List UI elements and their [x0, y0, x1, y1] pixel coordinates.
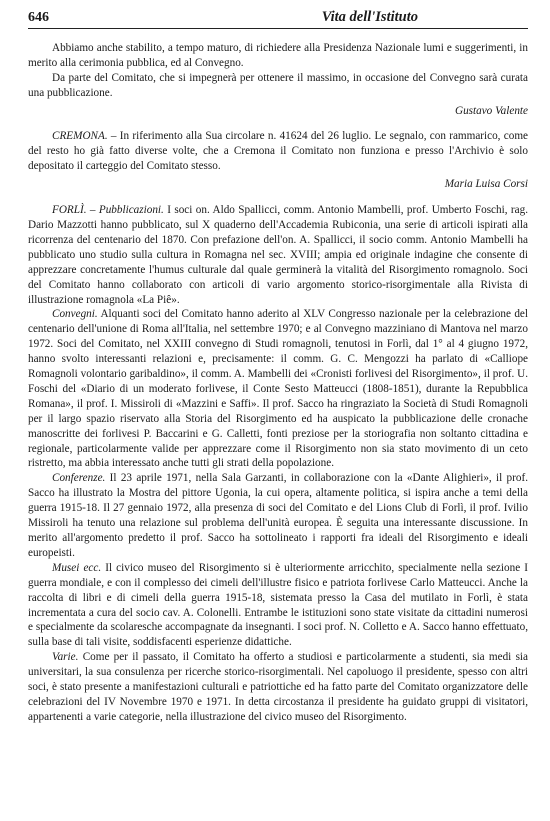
city-heading: FORLÌ. — [52, 204, 87, 217]
paragraph-text: Come per il passato, il Comitato ha offerto a studiosi e particolarmente a studenti, sia medi sia universitari, la sua consulenza per ricerche storico-risorgimentali. Nel capoluogo il presidente, spesso con altri soci, è stato presente a manifestazioni culturali e patriottiche ed ha fatto parte del Comitato organizzatore delle celebrazioni del IV Novembre 1970 e 1971. In detta circostanza il presidente ha guidato gruppi di visitatori, appartenenti a varie categorie, nella illustrazione del civico museo del Risorgimento. — [28, 651, 528, 723]
paragraph-text: Il 23 aprile 1971, nella Sala Garzanti, in collaborazione con la «Dante Alighieri», il prof. Sacco ha illustrato la Mostra del pittore Ugonia, la cui opera, altamente politica, si ispira anche a temi della guerra 1915-18. Il 27 gennaio 1972, alla presenza di soci del Comitato e del Lions Club di Forlì, il prof. Ivilio Missiroli ha tenuto una relazione sul problema dell'unità europea. È seguita una interessante discussione. In merito all'argomento predetto il prof. Sacco ha sottolineato i rapporti fra ideali del Risorgimento e ideali europeisti. — [28, 472, 528, 559]
document-page — [28, 10, 528, 725]
paragraph-convegni — [28, 307, 528, 471]
paragraph-cremona — [28, 129, 528, 174]
paragraph-text: Alquanti soci del Comitato hanno aderito al XLV Congresso nazionale per la celebrazione del centenario dell'unione di Roma all'Italia, nel settembre 1970; e al Convegno mazziniano di Mantova nel marzo 1972. Soci del Comitato, nel XXIII convegno di Studi romagnoli, tenutosi in Forlì, dal 1° al 4 giugno 1972, hanno svolto interessanti relazioni e, precisamente: il comm. G. C. Mengozzi ha parlato di «Calliope Romagnoli volontario garibaldino», il comm. A. Mambelli dei «Cronisti forlivesi del Risorgimento», il prof. U. Foschi del «Diario di un moderato forlivese, il Conte Sesto Matteucci (1808-1851), durante la Repubblica Romana», il prof. I. Missiroli di «Mazzini e Saffi». Il prof. Sacco ha ringraziato la Società di Studi Romagnoli per il largo spazio riservato alla Storia del Risorgimento ed ha auspicato la pubblicazione delle cronache manoscritte dei forlivesi P. Baccarini e G. Calletti, fonti preziose per la storiografia non soltanto cittadina e regionale, particolarmente valide per apprezzare come il Risorgimento non sia stato movimento di un ceto ristretto, ma abbia interessato anche tutti gli strati della popolazione. — [28, 308, 528, 470]
running-title: Vita dell'Istituto — [321, 9, 418, 25]
paragraph: Da parte del Comitato, che si impegnerà per ottenere il massimo, in occasione del Convegno sarà curata una pubblicazione. — [28, 71, 528, 99]
signature-corsi: Maria Luisa Corsi — [444, 178, 528, 191]
section-label: Varie. — [52, 651, 79, 664]
section-label: Convegni. — [52, 308, 98, 321]
page-number: 646 — [28, 10, 49, 25]
section-label: – Pubblicazioni. — [86, 204, 164, 217]
signature-valente: Gustavo Valente — [454, 104, 528, 117]
paragraph-conferenze — [28, 471, 528, 560]
paragraph-musei — [28, 561, 528, 650]
city-heading: CREMONA. — [52, 130, 108, 143]
paragraph-forli-pubblicazioni — [28, 203, 528, 307]
paragraph-text: I soci on. Aldo Spallicci, comm. Antonio Mambelli, prof. Umberto Foschi, rag. Dario Mazzotti hanno pubblicato, sul X quaderno dell'Accademia Rubiconia, una serie di articoli ispirati alla ricorrenza del centenario del 1870. Con prefazione dell'on. A. Spallicci, il socio comm. Antonio Mambelli ha pubblicato uno studio sulla cultura in Romagna nel sec. XVIII; ampia ed originale indagine che consente di apprezzare concretamente l'humus culturale dal quale germinerà la vitalità del Risorgimento romagnolo. Soci del Comitato hanno collaborato con articoli di vario argomento storico-risorgimentale alla Rivista di illustrazione romagnola «La Piê». — [28, 204, 528, 306]
page-header — [28, 10, 528, 29]
paragraph: Abbiamo anche stabilito, a tempo maturo, di richiedere alla Presidenza Nazionale lumi e suggerimenti, in merito alla cerimonia pubblica, ed al Convegno. — [28, 41, 528, 69]
section-label: Musei ecc. — [52, 561, 102, 574]
paragraph-text: – In riferimento alla Sua circolare n. 41624 del 26 luglio. Le segnalo, con rammarico, come del resto ho già fatto diverse volte, che a Cremona il Comitato non funziona e presso l'Archivio è solo depositato il carteggio del Comitato stesso. — [28, 130, 528, 173]
paragraph-text: Il civico museo del Risorgimento si è ulteriormente arricchito, specialmente nella sezione I guerra mondiale, e con il complesso dei cimeli dell'illustre fisico e patriota forlivese Carlo Matteucci. Anche la raccolta di libri e di cimeli della guerra 1915-18, sistemata presso la Casa del mutilato in Forlì, è stata incrementata a cura del socio cav. A. Colonelli. Entrambe le istituzioni sono state visitate da cittadini numerosi e specialmente da scolaresche accompagnate da insegnanti. I soci prof. N. Colletto e A. Sacco hanno effettuato, sulla base di tali visite, soddisfacenti esperienze didattiche. — [28, 561, 528, 649]
paragraph-varie — [28, 650, 528, 725]
section-label: Conferenze. — [52, 472, 106, 485]
